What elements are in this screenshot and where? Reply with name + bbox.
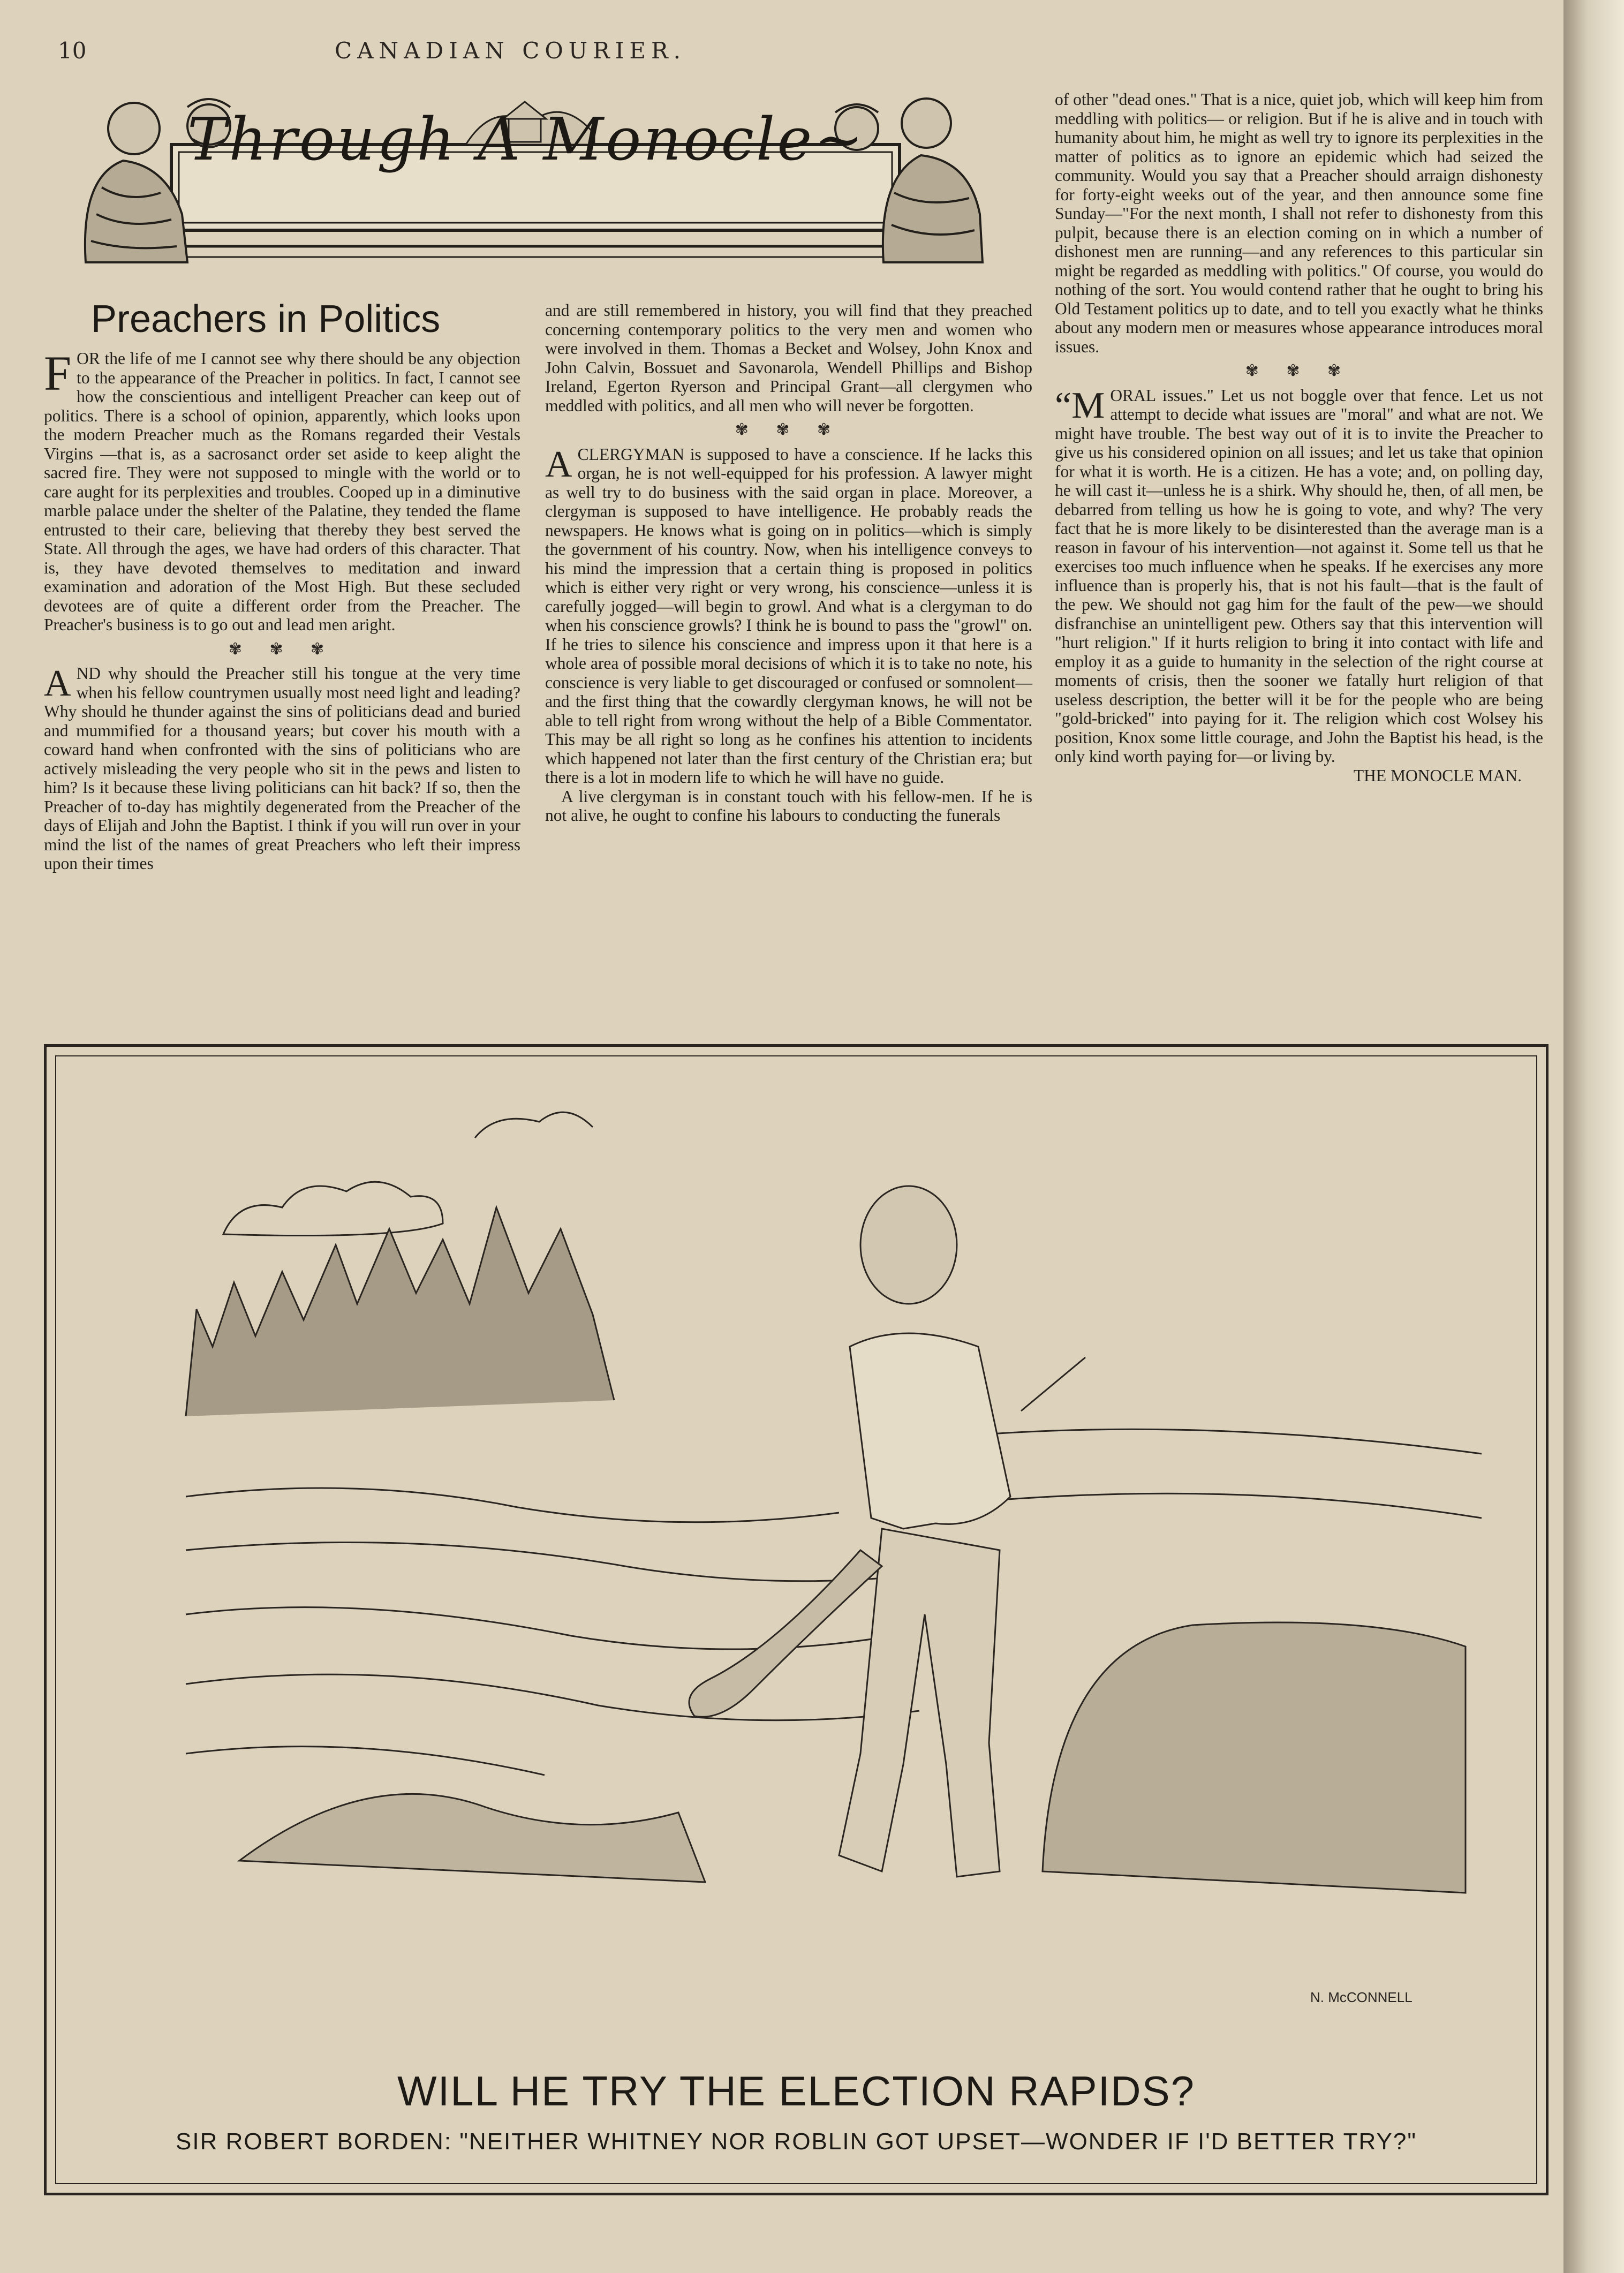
cartoon-caption-title: WILL HE TRY THE ELECTION RAPIDS?: [397, 2067, 1196, 2115]
paragraph: [1055, 386, 1543, 766]
article-column-2: [545, 301, 1032, 825]
paragraph: [44, 346, 520, 635]
author-signature: THE MONOCLE MAN.: [1353, 766, 1522, 785]
cartoon-caption-quote: SIR ROBERT BORDEN: "NEITHER WHITNEY NOR ROBLIN GOT UPSET—WONDER IF I'D BETTER TRY?": [176, 2128, 1417, 2155]
drop-cap: “M: [1055, 384, 1105, 426]
paragraph-text: ORAL issues." Let us not boggle over that fence. Let us not attempt to decide what issues are "moral" and what are not. We might have trouble. The best way out of it is to invite the Preacher to give us his considered opinion on all issues; and let us take that opinion for what it is worth. He is a citizen. He has a vote; and, on polling day, he will cast it—unless he is a shirk. Why should he, then, of all men, be debarred from telling us how he is going to vote, and why? The very fact that he is more likely to be disinterested than the average man is a reason in favour of his intervention—not against it. Some tell us that he exercises too much influence when he speaks. If he exercises any more influence than is properly his, that is not his fault—that is the fault of the pew. We should not gag him for the fault of the pew—we should disfranchise an unintelligent pew. Others say that this intervention will "hurt religion." If it hurts religion to bring it into contact with life and employ it as a guide to humanity in the selection of the right course at moments of crisis, then the sooner we fatally hurt religion of that useless description, the better will it be for the people who are being "gold-bricked" into paying for it. The religion which cost Wolsey his position, Knox some little courage, and John the Baptist his head, is the only kind worth paying for—or living by.: [1055, 386, 1543, 766]
binding-edge: [1563, 0, 1624, 2273]
paragraph-text: ND why should the Preacher still his tongue at the very time when his fellow countrymen usually most need light and leading? Why should he thunder against the sins of politicians dead and buried and mummified for a thousand years; but cover his mouth with a coward hand when confronted with the sins of politicians who are actively misleading the very people who sit in the pews and listen to him? Is it because these living politicians can hit back? If so, then the Preacher of to-day has mightily degenerated from the Preacher of the days of Elijah and John the Baptist. I think if you will run over in your mind the list of the names of great Preachers who left their impress upon their times: [44, 664, 520, 873]
page-header: [58, 37, 963, 70]
cartoon-illustration: [143, 1068, 1514, 2021]
drop-cap: F: [44, 346, 72, 401]
article-column-1: [44, 346, 520, 873]
banner-title: Through A Monocle~: [187, 105, 866, 173]
page-number: 10: [58, 37, 87, 64]
paragraph: of other "dead ones." That is a nice, quiet job, which will keep him from meddling with politics— or religion. But if he is alive and in touch with humanity about him, he might as well try to ignore its perplexities in the matter of politics as to ignore an epidemic which had seized the community. Would you say that a Preacher should arraign dishonesty for forty-eight weeks out of the year, and then announce some fine Sunday—"For the next month, I shall not refer to dishonesty from this pulpit, because there is an election coming on in which a number of dishonest men are running—and any references to this particular sin might be regarded as meddling with politics." Of course, you would do nothing of the sort. You would contend rather that he ought to bring his Old Testament politics up to date, and to tell you exactly what he thinks about any modern men or measures whose appearance introduces moral issues.: [1055, 90, 1543, 356]
paragraph: [44, 664, 520, 873]
paragraph: and are still remembered in history, you will find that they preached concerning contemporary politics to the very men and women who were involved in them. Thomas a Becket and Wolsey, John Knox and John Calvin, Bossuet and Savonarola, Wendell Phillips and Bishop Ireland, Egerton Ryerson and Principal Grant—all clergymen who meddled with politics, and all men who will never be forgotten.: [545, 301, 1032, 415]
section-ornament: ✾ ✾ ✾: [1245, 362, 1353, 380]
paragraph: [545, 445, 1032, 787]
paragraph-text: CLERGYMAN is supposed to have a conscience. If he lacks this organ, he is not well-equipped for his profession. A lawyer might as well try to do business with the said organ in place. Moreover, a clergyman is supposed to have intelligence. He probably reads the newspapers. He knows what is going on in politics—which is simply the government of his country. Now, when his intelligence conveys to his mind the impression that a certain thing is proposed in politics which is either very right or very wrong, his conscience—unless it is carefully jogged—will begin to growl. And what is a clergyman to do when his conscience growls? I think he is bound to pass the "growl" on. If he tries to silence his conscience and impress upon it that here is a whole area of possible moral decisions of which it is to take no note, his conscience is very liable to get discouraged or confused or somnolent—and the first thing that the cowardly clergyman knows, he will not be able to tell right from wrong without the help of a Bible Commentator. This may be all right so long as he confines his attention to incidents which happened not later than the first century of the Christian era; but there is a lot in modern life to which he will have no guide.: [545, 444, 1032, 787]
cartoon-frame: [44, 1044, 1549, 2195]
article-headline: Preachers in Politics: [91, 298, 441, 341]
running-title: CANADIAN COURIER.: [334, 37, 686, 64]
article-column-3: [1055, 90, 1543, 785]
paragraph: A live clergyman is in constant touch with his fellow-men. If he is not alive, he ought to confine his labours to conducting the funerals: [545, 787, 1032, 825]
section-ornament: ✾ ✾ ✾: [228, 640, 336, 658]
section-ornament: ✾ ✾ ✾: [735, 421, 843, 439]
artist-signature: N. McCONNELL: [1310, 1989, 1412, 2005]
paragraph-text: OR the life of me I cannot see why there should be any objection to the appearance of the Preacher in politics. In fact, I cannot see how the conscientious and intelligent Preacher can keep out of politics. There is a school of opinion, apparently, which looks upon the modern Preacher much as the Romans regarded their Vestals Virgins —that is, as a sacrosanct order set aside to keep alight the sacred fire. They were not supposed to mingle with the world or to care aught for its perplexities and troubles. Cooped up in a diminutive marble palace under the shelter of the Palatine, they tended the flame entrusted to their care, believing that thereby they best served the State. All through the ages, we have had orders of this character. That is, they have devoted themselves to meditation and inward examination and adoration of the Most High. But these secluded devotees are of quite a different order from the Preacher. The Preacher's business is to go out and lead men aright.: [44, 349, 520, 634]
drop-cap: A: [545, 443, 572, 485]
drop-cap: A: [44, 663, 71, 704]
